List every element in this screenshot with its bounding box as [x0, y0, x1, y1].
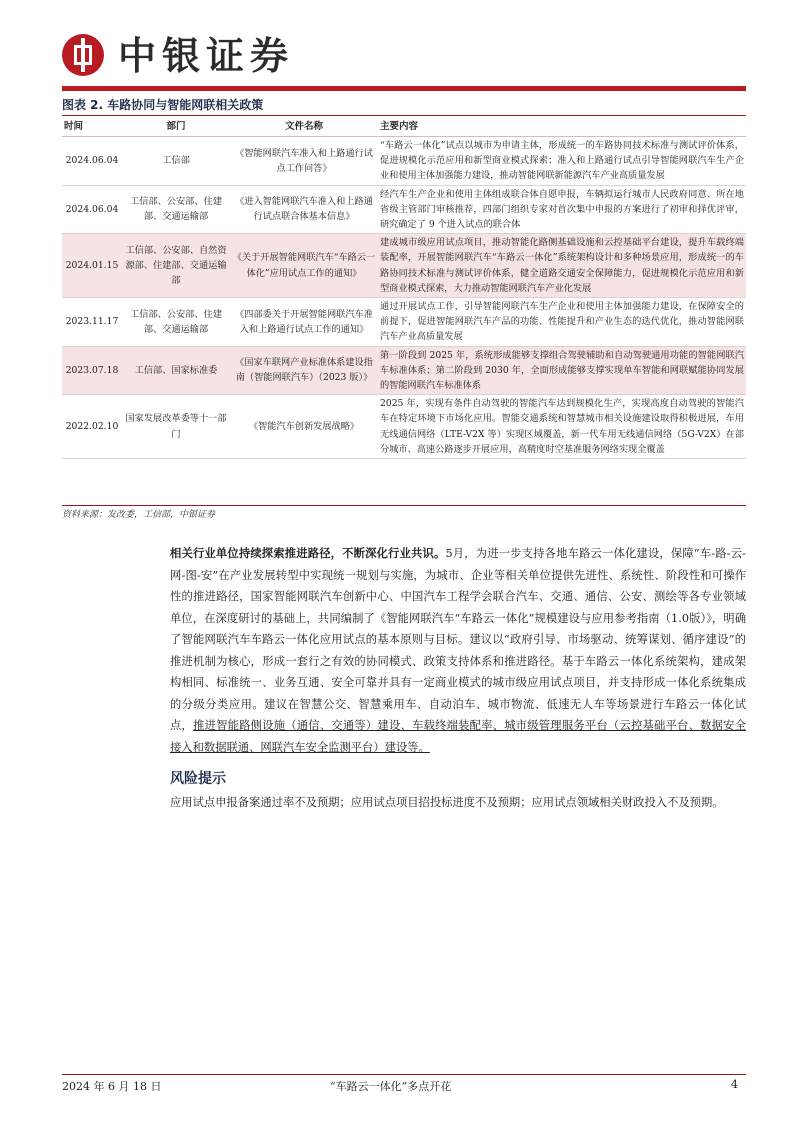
- header-divider: [62, 86, 746, 91]
- table-row: [62, 395, 746, 459]
- table-header-row: [62, 118, 746, 137]
- table-row: [62, 234, 746, 298]
- row-file: 《智能网联汽车准入和上路通行试点工作问答》: [230, 137, 378, 186]
- column-header-date: 时间: [62, 118, 122, 137]
- row-date: 2024.01.15: [62, 234, 122, 298]
- row-dept: 工信部、公安部、住建部、交通运输部: [122, 298, 230, 347]
- row-dept: 工信部、公安部、住建部、交通运输部: [122, 185, 230, 234]
- source-divider: [62, 505, 746, 506]
- footer-date: 2024 年 6 月 18 日: [62, 1080, 162, 1093]
- row-content: 第一阶段到 2025 年，系统形成能够支撑组合驾驶辅助和自动驾驶通用功能的智能网联汽车标准体系；第二阶段到 2030 年，全面形成能够支撑实现单车智能和网联赋能协同发展的智能网联汽车标准体系: [378, 346, 746, 395]
- policy-table: [62, 118, 746, 459]
- footer-report-title: “车路云一体化”多点开花: [330, 1080, 452, 1093]
- paragraph-lead: 相关行业单位持续探索推进路径，不断深化行业共识。: [170, 546, 446, 560]
- row-content: “车路云一体化”试点以城市为申请主体，形成统一的车路协同技术标准与测试评价体系，促进规模化示范应用和新型商业模式探索；准入和上路通行试点引导智能网联汽车生产企业和使用主体加强能力建设，推动智能网联新能源汽车产业高质量发展: [378, 137, 746, 186]
- row-dept: 国家发展改革委等十一部门: [122, 395, 230, 459]
- figure-title: 图表 2. 车路协同与智能网联相关政策: [62, 98, 264, 112]
- row-content: 经汽车生产企业和使用主体组成联合体自愿申报，车辆拟运行城市人民政府同意、所在地省级主管部门审核推荐，四部门组织专家对首次集中申报的方案进行了初审和择优评审，研究确定了 9 个进入试点的联合体: [378, 185, 746, 234]
- bank-of-china-logo-icon: [62, 34, 104, 76]
- row-dept: 工信部、国家标准委: [122, 346, 230, 395]
- row-file: 《国家车联网产业标准体系建设指南（智能网联汽车）（2023 版）》: [230, 346, 378, 395]
- row-content: 通过开展试点工作，引导智能网联汽车生产企业和使用主体加强能力建设，在保障安全的前提下，促进智能网联汽车产品的功能、性能提升和产业生态的迭代优化，推动智能网联汽车产业高质量发展: [378, 298, 746, 347]
- footer-divider: [62, 1074, 746, 1075]
- table-row: [62, 137, 746, 186]
- row-file: 《智能汽车创新发展战略》: [230, 395, 378, 459]
- page-number: 4: [731, 1078, 738, 1091]
- row-file: 《四部委关于开展智能网联汽车准入和上路通行试点工作的通知》: [230, 298, 378, 347]
- row-date: 2024.06.04: [62, 137, 122, 186]
- column-header-file: 文件名称: [230, 118, 378, 137]
- column-header-dept: 部门: [122, 118, 230, 137]
- row-file: 《进入智能网联汽车准入和上路通行试点联合体基本信息》: [230, 185, 378, 234]
- row-date: 2023.11.17: [62, 298, 122, 347]
- row-date: 2022.02.10: [62, 395, 122, 459]
- column-header-content: 主要内容: [378, 118, 746, 137]
- row-date: 2023.07.18: [62, 346, 122, 395]
- table-row: [62, 185, 746, 234]
- risk-text: 应用试点申报备案通过率不及预期；应用试点项目招投标进度不及预期；应用试点领域相关财政投入不及预期。: [170, 796, 724, 809]
- paragraph-underlined-text: 推进智能路侧设施（通信、交通等）建设、车载终端装配率、城市级管理服务平台（云控基础平台、数据安全接入和数据联通、网联汽车安全监测平台）建设等。: [170, 719, 746, 754]
- row-dept: 工信部、公安部、自然资源部、住建部、交通运输部: [122, 234, 230, 298]
- table-row: [62, 298, 746, 347]
- brand-name: 中银证券: [118, 34, 295, 78]
- row-content: 建成城市级应用试点项目，推动智能化路侧基础设施和云控基础平台建设，提升车载终端装配率，开展智能网联汽车“车路云一体化”系统架构设计和多种场景应用，形成统一的车路协同技术标准与测试评价体系，健全道路交通安全保障能力，促进规模化示范应用和新型商业模式探索，大力推动智能网联汽车产业化发展: [378, 234, 746, 298]
- body-paragraph: [170, 543, 746, 758]
- page-header: [62, 30, 746, 90]
- figure-title-divider: [62, 115, 746, 116]
- row-file: 《关于开展智能网联汽车“车路云一体化”应用试点工作的通知》: [230, 234, 378, 298]
- row-date: 2024.06.04: [62, 185, 122, 234]
- row-content: 2025 年，实现有条件自动驾驶的智能汽车达到规模化生产，实现高度自动驾驶的智能汽车在特定环境下市场化应用。智能交通系统和智慧城市相关设施建设取得积极进展，车用无线通信网络（LTE-V2X 等）实现区域覆盖，新一代车用无线通信网络（5G-V2X）在部分城市、高速公路逐步开展应用，高精度时空基准服务网络实现全覆盖: [378, 395, 746, 459]
- paragraph-text: 5月，为进一步支持各地车路云一体化建设，保障“车-路-云-网-图-安”在产业发展转型中实现统一规划与实施，为城市、企业等相关单位提供先进性、系统性、阶段性和可操作性的推进路径，国家智能网联汽车创新中心、中国汽车工程学会联合汽车、交通、通信、公安、测绘等各专业领域单位，在深度研讨的基础上，共同编制了《智能网联汽车“车路云一体化”规模建设与应用参考指南（1.0版）》，明确了智能网联汽车车路云一体化应用试点的基本原则与目标。建议以“政府引导、市场驱动、统筹谋划、循序建设”的推进机制为核心，形成一套行之有效的协同模式、政策支持体系和推进路径。基于车路云一体化系统架构，建成架构相同、标准统一、业务互通、安全可靠并具有一定商业模式的城市级应用试点项目，并支持形成一体化系统集成的分级分类应用。建议在智慧公交、智慧乘用车、自动泊车、城市物流、低速无人车等场景进行车路云一体化试点，: [170, 547, 746, 732]
- risk-heading: 风险提示: [170, 771, 226, 787]
- row-dept: 工信部: [122, 137, 230, 186]
- data-source-note: 资料来源：发改委，工信部，中银证券: [62, 510, 216, 520]
- table-row: [62, 346, 746, 395]
